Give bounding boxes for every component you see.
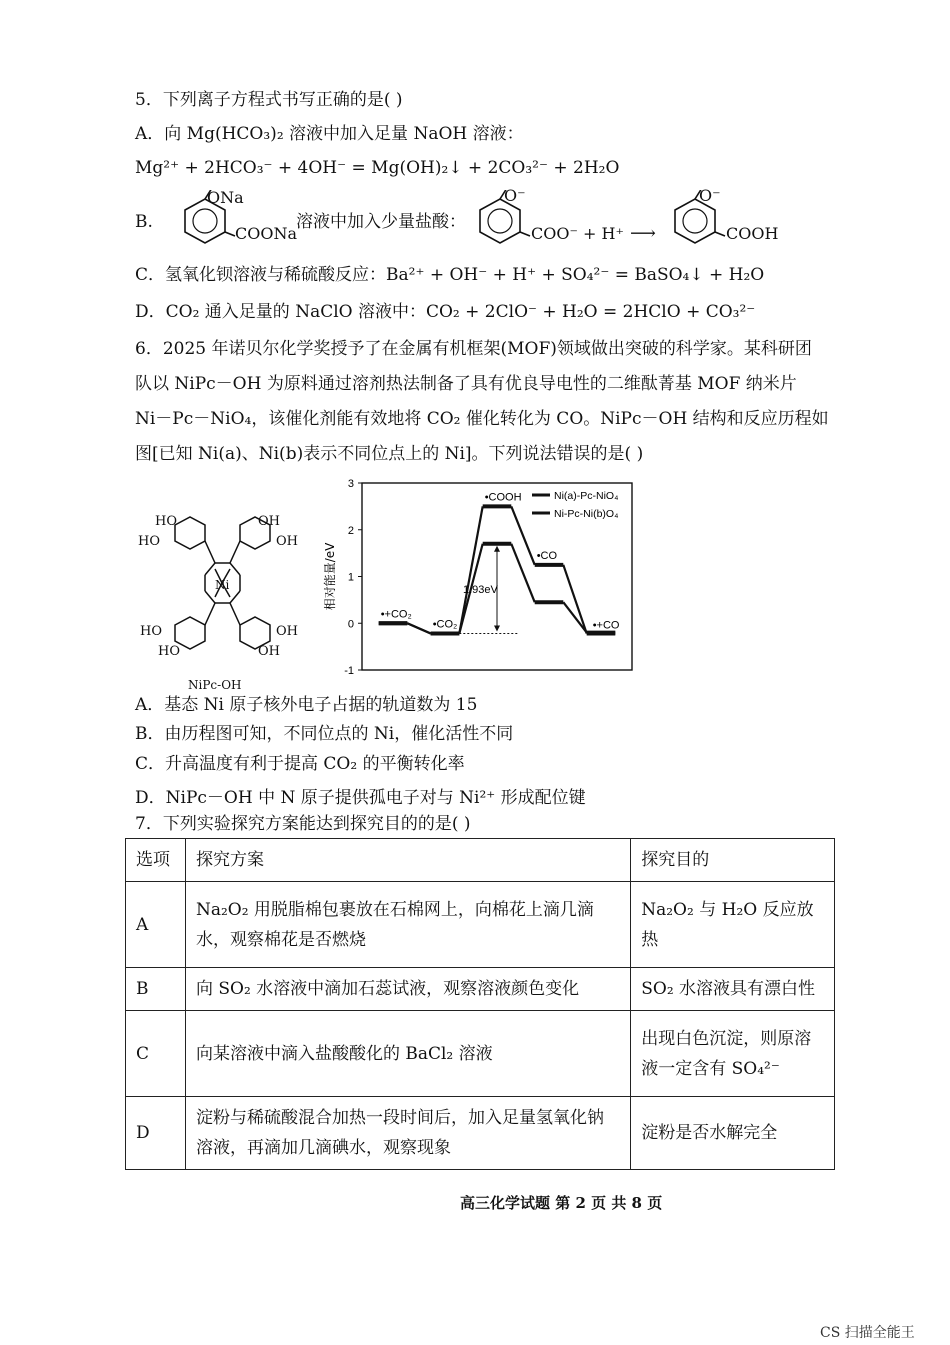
y-axis-label: 相对能量/eV (323, 542, 337, 611)
table-cell: 向某溶液中滴入盐酸酸化的 BaCl₂ 溶液 (185, 1011, 630, 1097)
q5-option-c: C．氢氧化钡溶液与稀硫酸反应：Ba²⁺ + OH⁻ + H⁺ + SO₄²⁻ = BaSO₄↓ + H₂O (135, 265, 765, 285)
oh-label-2: OH (276, 534, 298, 549)
ho-label-1: HO (155, 514, 177, 529)
table-cell: B (126, 968, 186, 1011)
q6-line-2: 队以 NiPc－OH 为原料通过溶剂热法制备了具有优良导电性的二维酞菁基 MOF 纳米片 (135, 374, 797, 394)
q5-option-d: D．CO₂ 通入足量的 NaClO 溶液中：CO₂ + 2ClO⁻ + H₂O = 2HClO + CO₃²⁻ (135, 302, 756, 322)
series-line (563, 602, 586, 632)
table-cell: Na₂O₂ 用脱脂棉包裹放在石棉网上，向棉花上滴几滴水，观察棉花是否燃烧 (185, 882, 630, 968)
q5-stem: 5．下列离子方程式书写正确的是( ) (135, 90, 403, 110)
table-cell: 淀粉是否水解完全 (631, 1097, 835, 1170)
page-footer: 高三化学试题 第 2 页 共 8 页 (460, 1194, 663, 1212)
b-sub2-top: O⁻ (504, 186, 526, 205)
state-label: •COOH (484, 491, 522, 504)
q6-option-c: C．升高温度有利于提高 CO₂ 的平衡转化率 (135, 754, 465, 774)
table-header-cell: 探究方案 (185, 839, 630, 882)
q6-line-3: Ni－Pc－NiO₄，该催化剂能有效地将 CO₂ 催化转化为 CO。NiPc－OH 结构和反应历程如 (135, 409, 829, 429)
b-mid-text: 溶液中加入少量盐酸： (296, 212, 466, 232)
ho-label-3: HO (140, 624, 162, 639)
arrow-head-up (494, 546, 500, 552)
q5-option-a-equation: Mg²⁺ + 2HCO₃⁻ + 4OH⁻ = Mg(OH)₂↓ + 2CO₃²⁻ + 2H₂O (135, 158, 620, 178)
legend-entry: Ni-Pc-Ni(b)O₄ (554, 508, 619, 520)
annotation-label: 1.93eV (463, 583, 498, 596)
ho-label-2: HO (138, 534, 160, 549)
table-row (126, 1011, 835, 1097)
q5-option-b-label: B. (135, 212, 153, 232)
table-header-cell: 探究目的 (631, 839, 835, 882)
table-row (126, 882, 835, 968)
series-line (563, 565, 586, 634)
series-line (511, 544, 534, 602)
ho-label-4: HO (158, 644, 180, 659)
table-row (126, 968, 835, 1011)
oh-label-1: OH (258, 514, 280, 529)
series-line (407, 623, 430, 633)
table-row (126, 1097, 835, 1170)
q5-option-a-intro: A．向 Mg(HCO₃)₂ 溶液中加入足量 NaOH 溶液： (135, 124, 524, 144)
table-cell: A (126, 882, 186, 968)
state-label: •CO (536, 549, 558, 562)
q7-table (125, 838, 835, 1170)
y-tick-label: 0 (347, 618, 354, 631)
state-label: •+CO (592, 619, 620, 632)
ni-center-label: Ni (215, 578, 230, 592)
state-label: •+CO₂ (380, 608, 412, 621)
y-tick-label: 3 (347, 478, 354, 490)
scanner-watermark: CS 扫描全能王 (820, 1325, 915, 1341)
table-cell: C (126, 1011, 186, 1097)
table-cell: Na₂O₂ 与 H₂O 反应放热 (631, 882, 835, 968)
table-cell: 出现白色沉淀，则原溶液一定含有 SO₄²⁻ (631, 1011, 835, 1097)
q6-option-a: A．基态 Ni 原子核外电子占据的轨道数为 15 (135, 695, 478, 715)
q6-option-d: D．NiPc－OH 中 N 原子提供孤电子对与 Ni²⁺ 形成配位键 (135, 788, 586, 808)
series-line (511, 506, 534, 564)
table-cell: SO₂ 水溶液具有漂白性 (631, 968, 835, 1011)
q7-stem: 7．下列实验探究方案能达到探究目的的是( ) (135, 814, 471, 834)
table-cell: D (126, 1097, 186, 1170)
y-tick-label: 1 (347, 571, 354, 584)
table-header-cell: 选项 (126, 839, 186, 882)
state-label: •CO₂ (432, 618, 458, 631)
y-tick-label: -1 (344, 665, 354, 677)
molecule-caption: NiPc-OH (188, 678, 242, 692)
oh-label-3: OH (276, 624, 298, 639)
b-sub3-right: COOH (726, 224, 779, 243)
table-header-row (126, 839, 835, 882)
b-sub3-top: O⁻ (699, 186, 721, 205)
series-line (459, 506, 482, 633)
reaction-arrow: ⟶ (630, 223, 656, 244)
table-cell: 向 SO₂ 水溶液中滴加石蕊试液，观察溶液颜色变化 (185, 968, 630, 1011)
legend-entry: Ni(a)-Pc-NiO₄ (554, 490, 619, 502)
b-sub1-right: COONa (235, 224, 298, 243)
q6-line-4: 图[已知 Ni(a)、Ni(b)表示不同位点上的 Ni]。下列说法错误的是( ) (135, 444, 644, 464)
y-tick-label: 2 (347, 524, 354, 537)
q6-line-1: 6．2025 年诺贝尔化学奖授予了在金属有机框架(MOF)领域做出突破的科学家。某科研团 (135, 339, 812, 359)
oh-label-4: OH (258, 644, 280, 659)
arrow-head-down (494, 626, 500, 632)
energy-profile-chart (320, 475, 640, 685)
b-sub2-right: COO⁻ + H⁺ (531, 224, 624, 243)
table-cell: 淀粉与稀硫酸混合加热一段时间后，加入足量氢氧化钠溶液，再滴加几滴碘水，观察现象 (185, 1097, 630, 1170)
b-sub1-top: ONa (207, 188, 244, 207)
q6-option-b: B．由历程图可知，不同位点的 Ni，催化活性不同 (135, 724, 514, 744)
